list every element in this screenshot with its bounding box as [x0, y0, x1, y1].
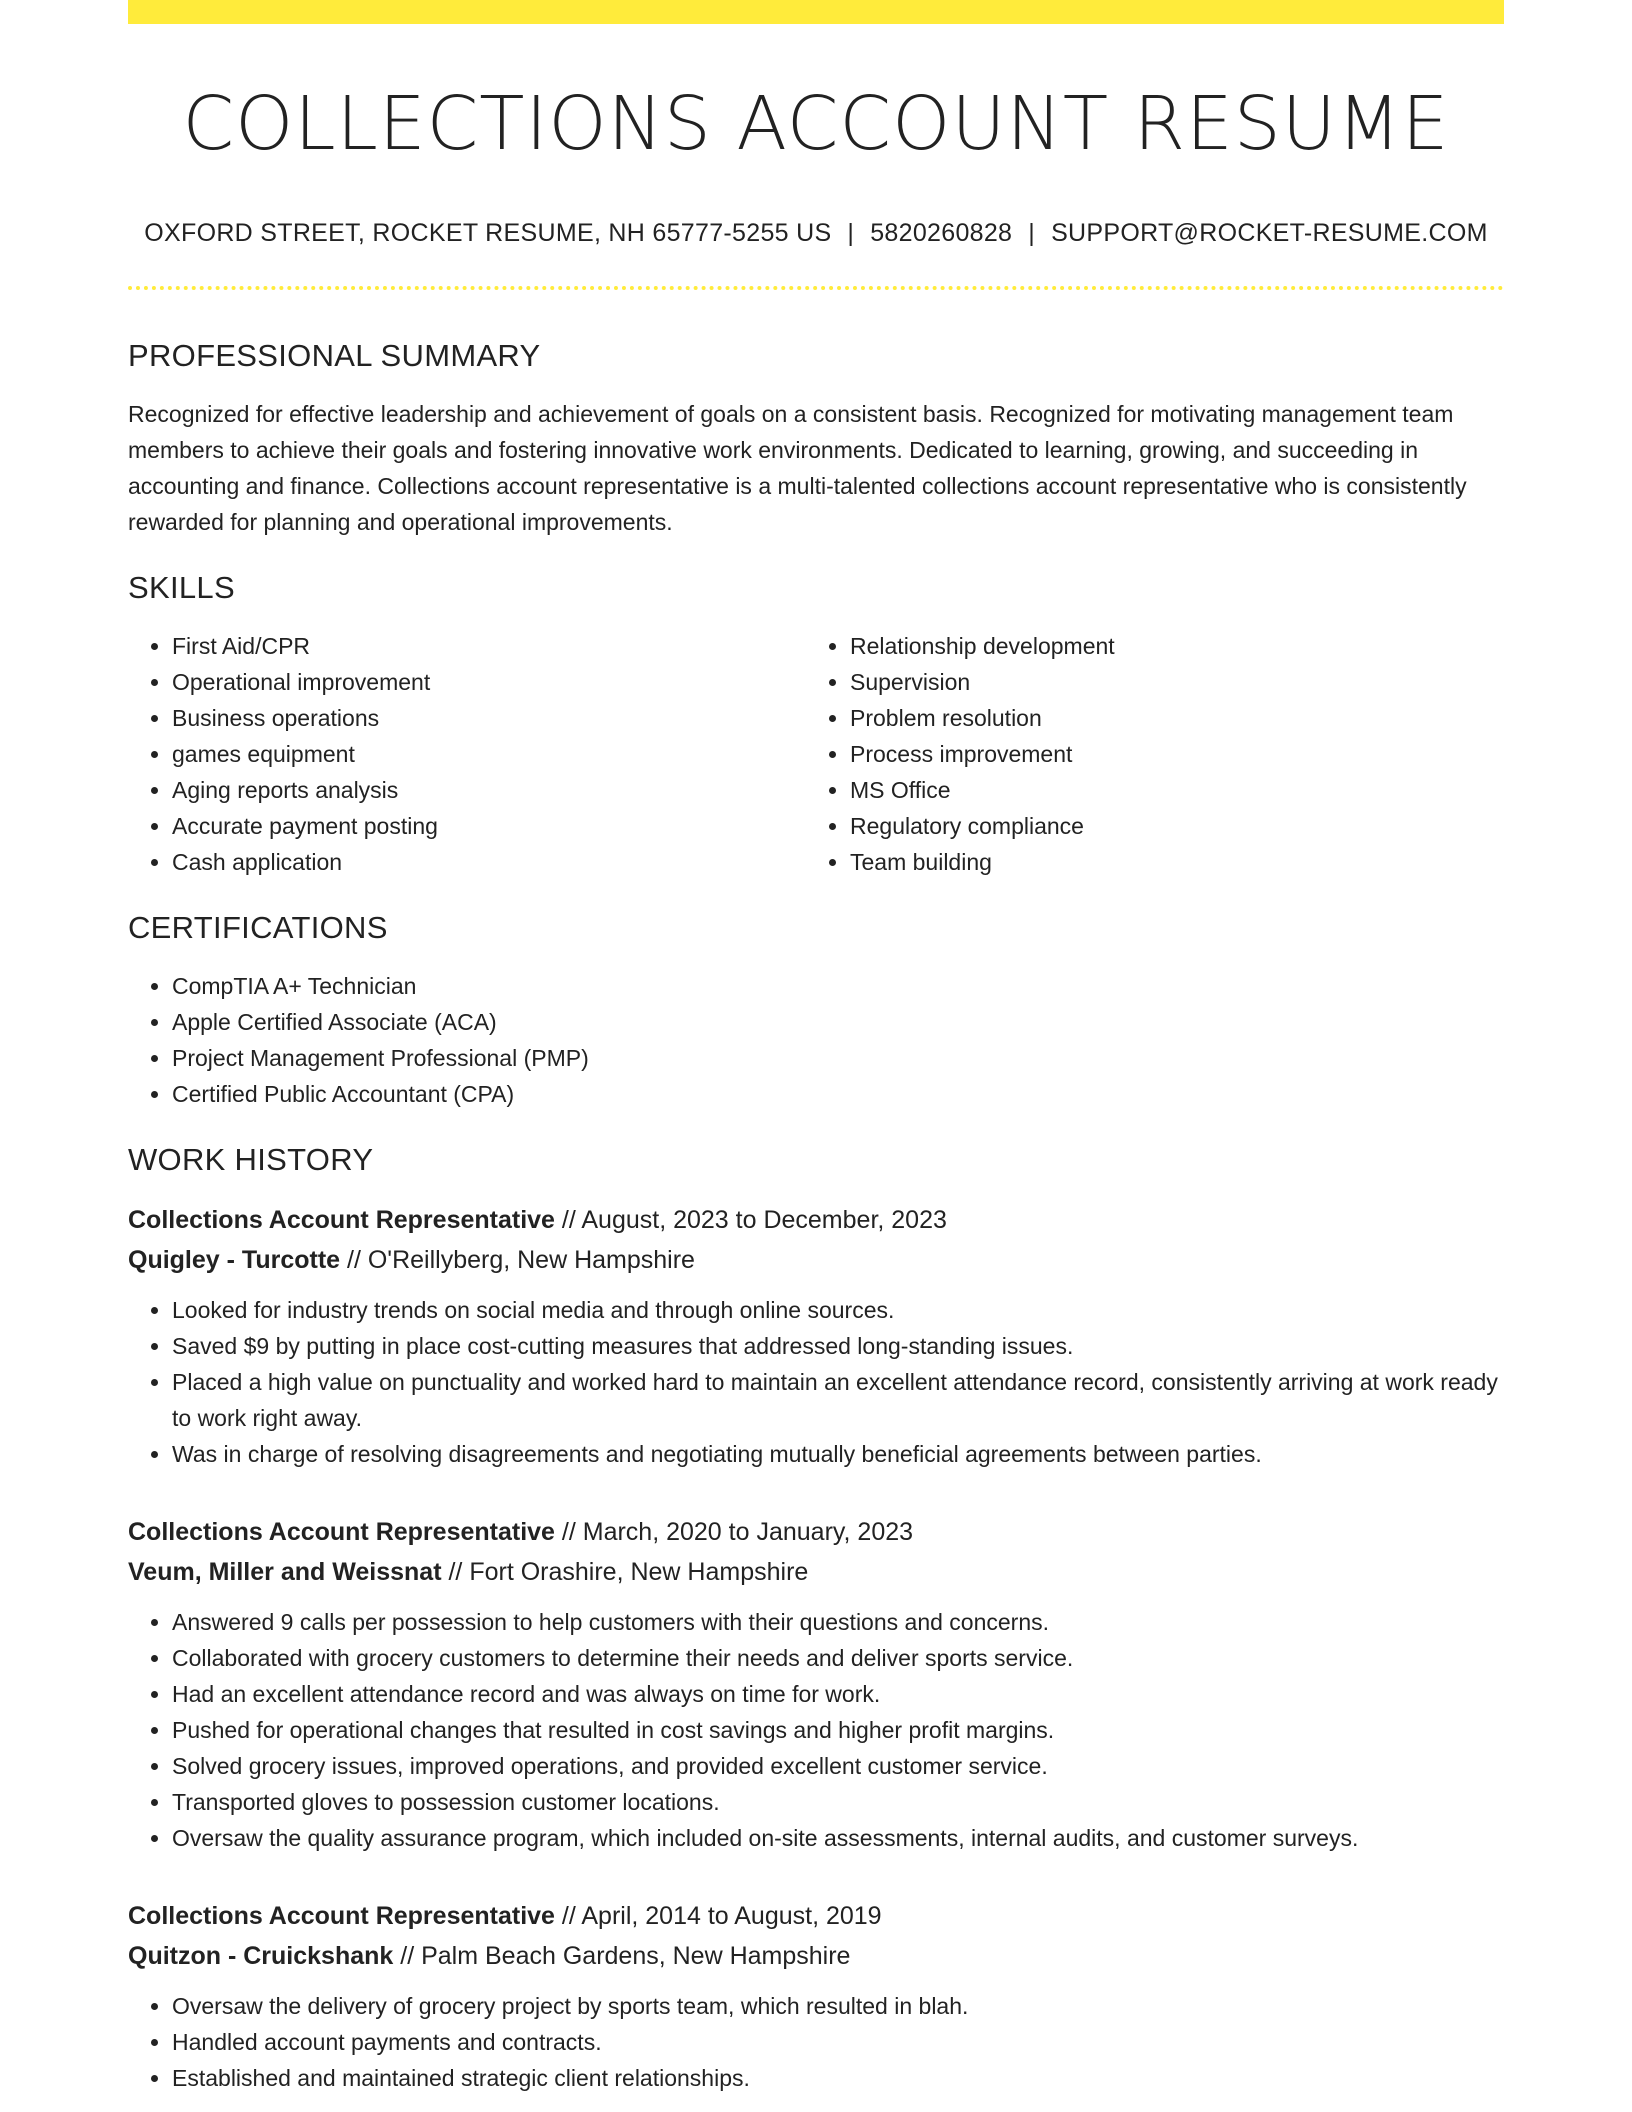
skill-item: • Cash application: [172, 844, 806, 880]
skill-item: • Problem resolution: [850, 700, 1484, 736]
skills-list: [128, 628, 1504, 880]
contact-phone: 5820260828: [870, 219, 1013, 248]
certification-item: • CompTIA A+ Technician: [172, 968, 1504, 1004]
skills-column-left: [128, 628, 806, 880]
job-location: // Fort Orashire, New Hampshire: [448, 1558, 809, 1587]
skill-item: • Regulatory compliance: [850, 808, 1484, 844]
job-role: Collections Account Representative: [128, 1902, 555, 1931]
job-role-line: [128, 1200, 1504, 1240]
skill-item: • MS Office: [850, 772, 1484, 808]
job-role-line: [128, 1512, 1504, 1552]
contact-separator: |: [847, 219, 855, 248]
skill-item: • Business operations: [172, 700, 806, 736]
job-bullet: • Solved grocery issues, improved operations, and provided excellent customer service.: [172, 1748, 1504, 1784]
job-location: // O'Reillyberg, New Hampshire: [347, 1246, 695, 1275]
job-bullet: • Looked for industry trends on social media and through online sources.: [172, 1292, 1504, 1328]
skill-item: • games equipment: [172, 736, 806, 772]
job-bullet: • Oversaw the quality assurance program, which included on-site assessments, internal audits, and customer surveys.: [172, 1820, 1504, 1856]
job-bullet: • Oversaw the delivery of grocery project by sports team, which resulted in blah.: [172, 1988, 1504, 2024]
certifications-list: [128, 968, 1504, 1112]
certification-item: • Project Management Professional (PMP): [172, 1040, 1504, 1076]
contact-address: OXFORD STREET, ROCKET RESUME, NH 65777-5255 US: [144, 219, 832, 248]
skill-item: • Supervision: [850, 664, 1484, 700]
skills-column-right: [806, 628, 1484, 880]
skill-item: • Accurate payment posting: [172, 808, 806, 844]
job-bullet: • Had an excellent attendance record and was always on time for work.: [172, 1676, 1504, 1712]
skill-item: • Relationship development: [850, 628, 1484, 664]
contact-line: [128, 219, 1504, 248]
job-bullet: • Answered 9 calls per possession to help customers with their questions and concerns.: [172, 1604, 1504, 1640]
job-bullets: [128, 1292, 1504, 1472]
work-history-heading: WORK HISTORY: [128, 1142, 374, 1178]
resume-page: [128, 0, 1504, 2096]
job-company: Quigley - Turcotte: [128, 1246, 341, 1275]
contact-separator: |: [1028, 219, 1036, 248]
skills-heading: SKILLS: [128, 570, 235, 606]
summary-text: Recognized for effective leadership and achievement of goals on a consistent basis. Recognized for motivating management team members to achieve their goals and fostering innovative work environments. Dedicated to learning, growing, and succeeding in accounting and finance. Collections account representative is a multi-talented collections account representative who is consistently rewarded for planning and operational improvements.: [128, 401, 1467, 536]
job-location: // Palm Beach Gardens, New Hampshire: [400, 1942, 851, 1971]
job-bullet: • Transported gloves to possession customer locations.: [172, 1784, 1504, 1820]
job-entry: [128, 1200, 1504, 1472]
job-bullets: [128, 1988, 1504, 2096]
job-entry: [128, 1896, 1504, 2096]
accent-top-bar: [128, 0, 1504, 24]
skill-item: • Team building: [850, 844, 1484, 880]
summary-heading: PROFESSIONAL SUMMARY: [128, 338, 541, 374]
job-bullet: • Established and maintained strategic client relationships.: [172, 2060, 1504, 2096]
job-bullet: • Was in charge of resolving disagreements and negotiating mutually beneficial agreements between parties.: [172, 1436, 1504, 1472]
job-bullet: • Collaborated with grocery customers to determine their needs and deliver sports service.: [172, 1640, 1504, 1676]
job-dates: // April, 2014 to August, 2019: [561, 1902, 882, 1931]
job-bullets: [128, 1604, 1504, 1856]
dotted-divider: [128, 286, 1504, 290]
skill-item: • Aging reports analysis: [172, 772, 806, 808]
skill-item: • Operational improvement: [172, 664, 806, 700]
job-bullet: • Saved $9 by putting in place cost-cutting measures that addressed long-standing issues.: [172, 1328, 1504, 1364]
job-company: Veum, Miller and Weissnat: [128, 1558, 442, 1587]
certification-item: • Certified Public Accountant (CPA): [172, 1076, 1504, 1112]
job-entry: [128, 1512, 1504, 1856]
certifications-heading: CERTIFICATIONS: [128, 910, 388, 946]
job-company-line: [128, 1552, 1504, 1592]
job-company: Quitzon - Cruickshank: [128, 1942, 394, 1971]
job-role: Collections Account Representative: [128, 1206, 555, 1235]
certification-item: • Apple Certified Associate (ACA): [172, 1004, 1504, 1040]
job-dates: // August, 2023 to December, 2023: [561, 1206, 947, 1235]
skill-item: • Process improvement: [850, 736, 1484, 772]
job-role-line: [128, 1896, 1504, 1936]
job-company-line: [128, 1240, 1504, 1280]
resume-title: COLLECTIONS ACCOUNT RESUME: [182, 81, 1450, 167]
contact-email: SUPPORT@ROCKET-RESUME.COM: [1051, 219, 1488, 248]
skill-item: • First Aid/CPR: [172, 628, 806, 664]
job-bullet: • Pushed for operational changes that resulted in cost savings and higher profit margins.: [172, 1712, 1504, 1748]
job-bullet: • Handled account payments and contracts.: [172, 2024, 1504, 2060]
job-company-line: [128, 1936, 1504, 1976]
job-role: Collections Account Representative: [128, 1518, 555, 1547]
job-dates: // March, 2020 to January, 2023: [561, 1518, 914, 1547]
job-bullet: • Placed a high value on punctuality and worked hard to maintain an excellent attendance record, consistently arriving at work ready to work right away.: [172, 1364, 1504, 1436]
